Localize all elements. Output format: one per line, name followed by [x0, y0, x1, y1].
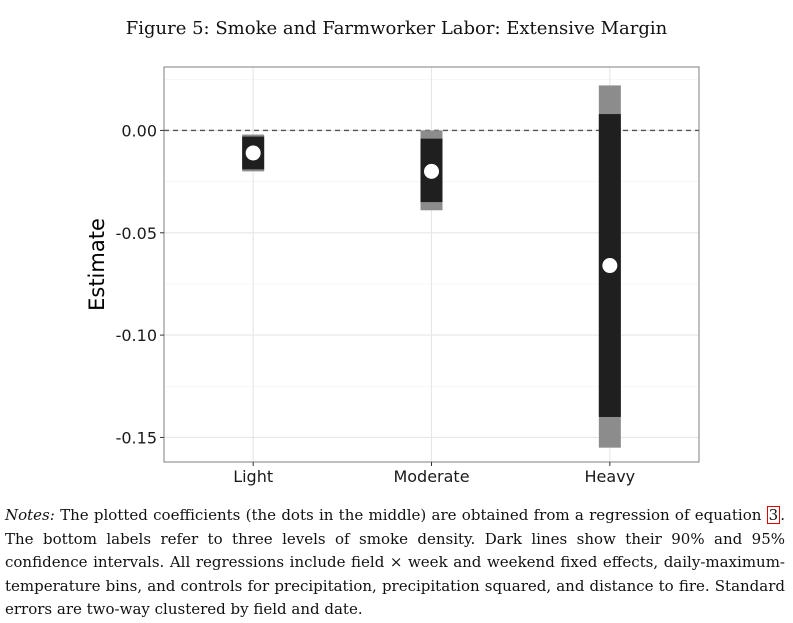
y-tick-label: -0.05 — [115, 223, 157, 243]
y-axis-title: Estimate — [85, 218, 109, 311]
x-tick-label-light: Light — [233, 467, 274, 486]
notes-text-2: . The bottom labels refer to three levels of smoke density. Dark lines show their 90% and 95% confidence intervals. All regressions include field × week and weekend fixed effects, daily-maximum-temperature bins, and controls for precipitation, precipitation squared, and distance to fire. Standard errors are two-way clustered by field and date. — [5, 506, 785, 618]
notes-text-1: The plotted coefficients (the dots in the middle) are obtained from a regression of equation — [54, 506, 767, 524]
y-tick-label: 0.00 — [121, 121, 157, 141]
x-tick-label-moderate: Moderate — [393, 467, 470, 486]
point-estimate-heavy — [602, 258, 617, 273]
x-tick-label-heavy: Heavy — [584, 467, 636, 486]
point-estimate-light — [246, 145, 261, 160]
point-estimate-moderate — [424, 164, 439, 179]
figure-caption: Figure 5: Smoke and Farmworker Labor: Extensive Margin — [125, 18, 668, 39]
y-tick-label: -0.10 — [115, 326, 157, 346]
figure-notes — [5, 504, 785, 622]
notes-label: Notes: — [5, 506, 55, 524]
equation-reference-link[interactable]: 3 — [768, 506, 779, 524]
y-tick-label: -0.15 — [115, 428, 157, 448]
